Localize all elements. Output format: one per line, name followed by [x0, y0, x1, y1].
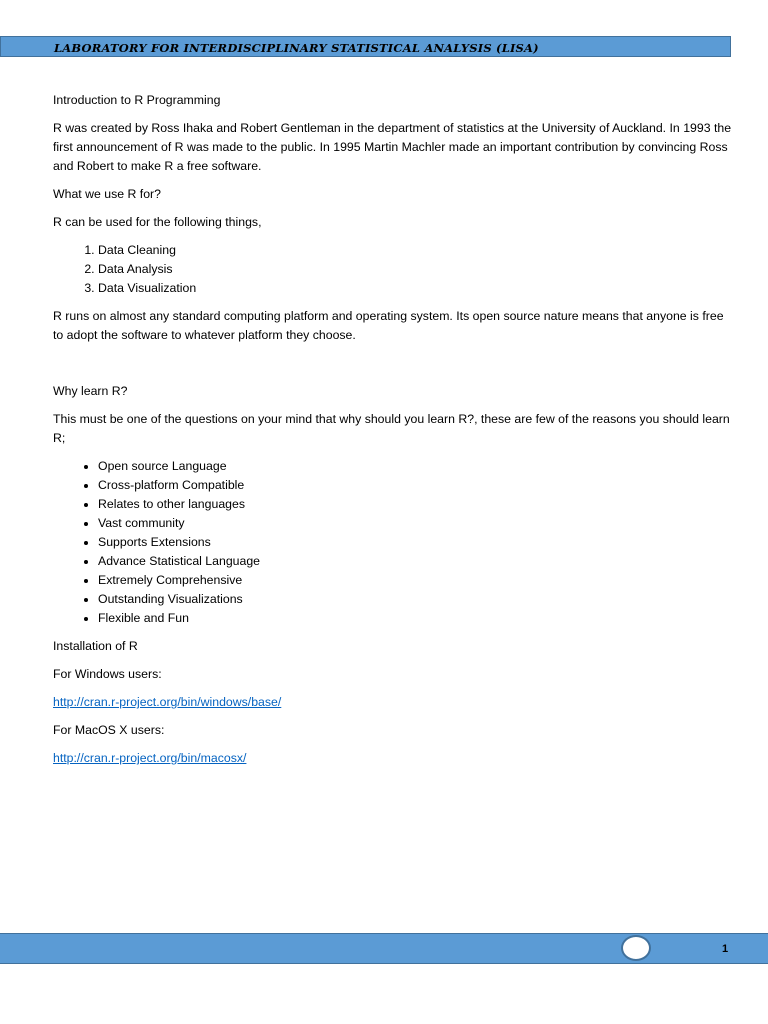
list-item: • Extremely Comprehensive [98, 571, 733, 590]
windows-label: For Windows users: [53, 667, 162, 681]
uses-list [53, 241, 733, 298]
why-paragraph: This must be one of the questions on your mind that why should you learn R?, these are few of the reasons you should learn R; [53, 412, 730, 445]
list-item: 2. Data Analysis [98, 260, 733, 279]
page-circle-decoration [621, 935, 651, 961]
list-item: 1. Data Cleaning [98, 241, 733, 260]
spacer [53, 354, 733, 382]
mac-label: For MacOS X users: [53, 723, 165, 737]
windows-download-link[interactable]: http://cran.r-project.org/bin/windows/base/ [53, 695, 282, 709]
list-item: • Advance Statistical Language [98, 552, 733, 571]
uses-question: What we use R for? [53, 187, 161, 201]
footer-bar [0, 933, 768, 964]
mac-download-link[interactable]: http://cran.r-project.org/bin/macosx/ [53, 751, 247, 765]
intro-paragraph: R was created by Ross Ihaka and Robert Gentleman in the department of statistics at the University of Auckland. In 1993 the first announcement of R was made to the public. In 1995 Martin Machler made an important contribution by convincing Ross and Robert to make R a free software. [53, 121, 732, 173]
platform-paragraph: R runs on almost any standard computing platform and operating system. Its open source nature means that anyone is free to adopt the software to whatever platform they choose. [53, 309, 724, 342]
intro-heading: Introduction to R Programming [53, 93, 221, 107]
uses-lead: R can be used for the following things, [53, 215, 262, 229]
list-item: • Cross-platform Compatible [98, 476, 733, 495]
list-item: • Relates to other languages [98, 495, 733, 514]
document-body [53, 91, 733, 777]
list-item: • Flexible and Fun [98, 609, 733, 628]
install-heading: Installation of R [53, 639, 138, 653]
list-item: • Vast community [98, 514, 733, 533]
why-heading: Why learn R? [53, 384, 128, 398]
list-item: 3. Data Visualization [98, 279, 733, 298]
header-title: LABORATORY FOR INTERDISCIPLINARY STATISTICAL ANALYSIS (LISA) [54, 41, 539, 55]
list-item: • Open source Language [98, 457, 733, 476]
list-item: • Supports Extensions [98, 533, 733, 552]
header-bar [0, 36, 731, 57]
page-number: 1 [722, 943, 729, 955]
reasons-list [53, 457, 733, 628]
list-item: • Outstanding Visualizations [98, 590, 733, 609]
